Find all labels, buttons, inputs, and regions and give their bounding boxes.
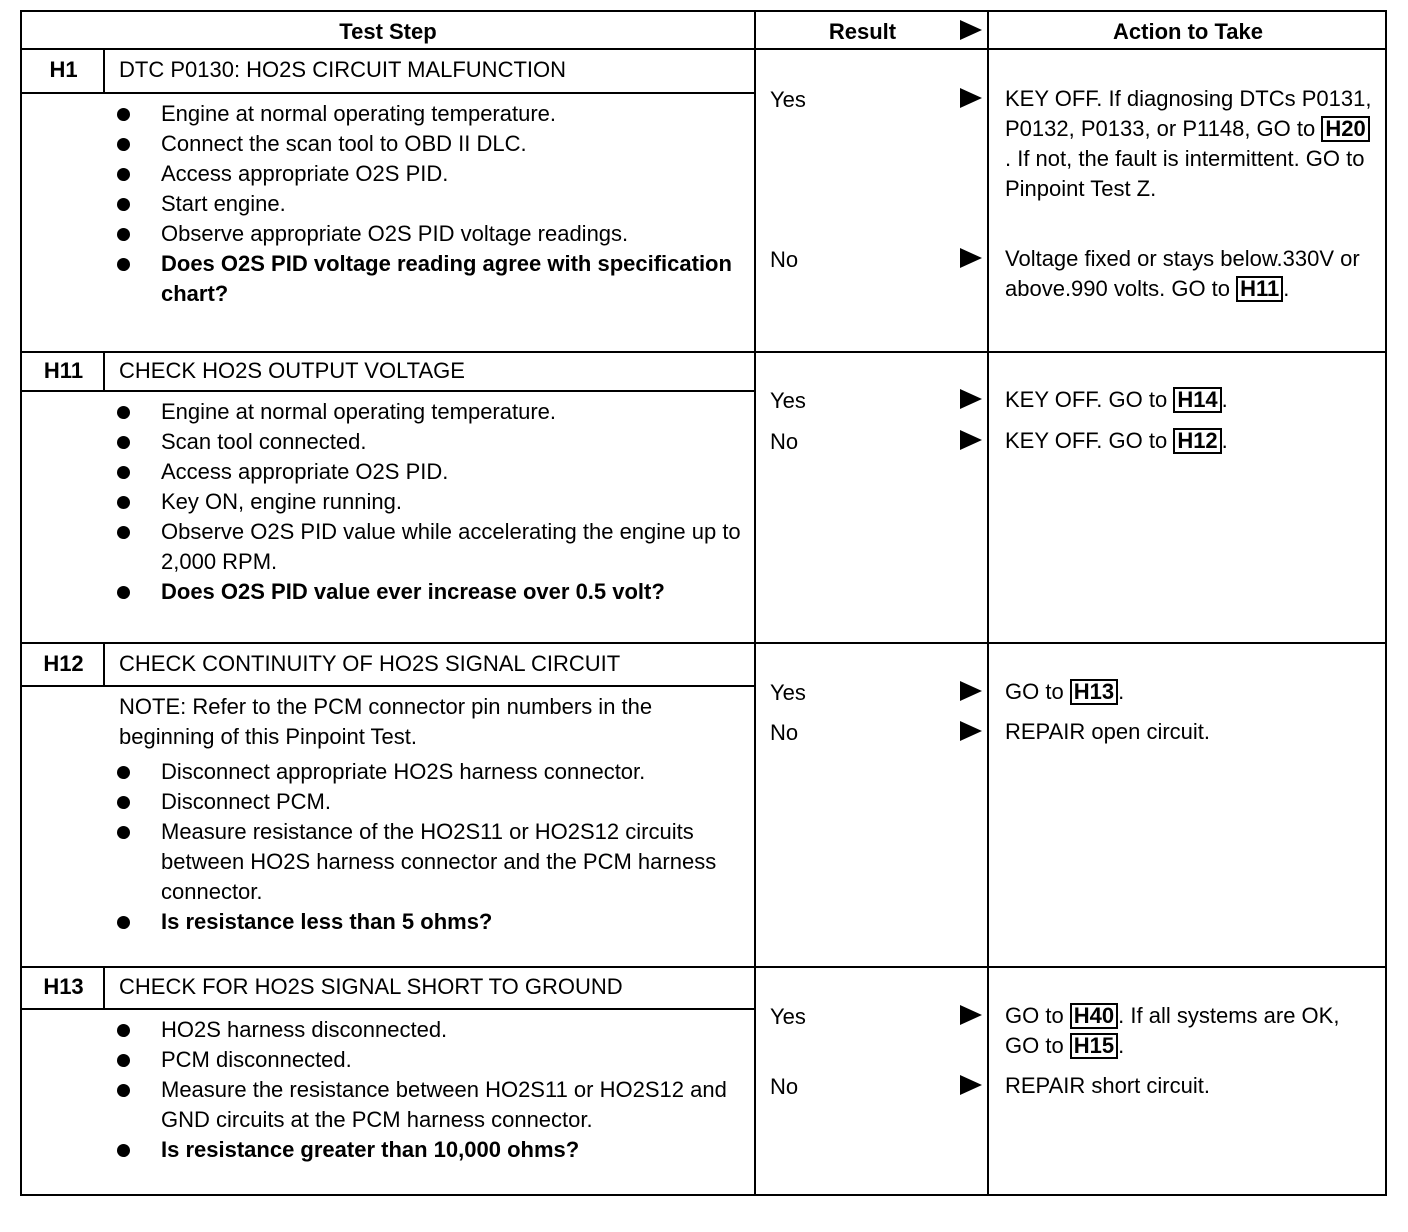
step-reference-link[interactable]: H13 <box>1070 679 1118 705</box>
row-divider <box>22 351 1385 353</box>
step-reference-link[interactable]: H14 <box>1173 387 1221 413</box>
checklist-item <box>119 1075 749 1135</box>
action-text <box>1005 1001 1375 1061</box>
action-segment: Voltage fixed or stays below.330V or above.990 volts. GO to <box>1005 246 1360 301</box>
checklist-item <box>119 397 749 427</box>
step-title: CHECK HO2S OUTPUT VOLTAGE <box>119 357 465 383</box>
step-checklist <box>119 99 749 309</box>
row-divider <box>22 966 1385 968</box>
step-id: H12 <box>43 650 84 676</box>
arrow-right-icon <box>960 1005 982 1025</box>
checklist-item <box>119 129 749 159</box>
step-title: DTC P0130: HO2S CIRCUIT MALFUNCTION <box>119 57 567 82</box>
action-segment: . If not, the fault is intermittent. GO to Pinpoint Test Z. <box>1005 146 1365 201</box>
diagnostic-test-table <box>20 10 1387 1196</box>
checklist-text: Engine at normal operating temperature. <box>161 399 557 424</box>
bullet-icon <box>117 586 130 599</box>
arrow-right-icon <box>960 88 982 108</box>
checklist-text: Observe appropriate O2S PID voltage readings. <box>161 221 629 246</box>
arrow-right-icon <box>960 389 982 409</box>
step-id: H13 <box>43 974 84 999</box>
checklist-text: Key ON, engine running. <box>161 489 402 514</box>
step-title: CHECK CONTINUITY OF HO2S SIGNAL CIRCUIT <box>119 650 621 676</box>
header-result: Result <box>828 19 897 44</box>
divider <box>754 12 756 1194</box>
step-reference-link[interactable]: H20 <box>1321 116 1369 142</box>
action-text <box>1005 426 1375 456</box>
step-id: H11 <box>43 357 84 383</box>
action-segment: . <box>1283 276 1290 301</box>
divider <box>22 48 1385 50</box>
checklist-item <box>119 99 749 129</box>
checklist-text: Disconnect PCM. <box>161 789 331 814</box>
result-label: Yes <box>770 388 806 413</box>
action-text <box>1005 84 1375 204</box>
checklist-item <box>119 517 749 577</box>
bullet-icon <box>117 436 130 449</box>
action-segment: . If all systems are OK, GO to <box>1005 1003 1340 1058</box>
bullet-icon <box>117 796 130 809</box>
row-divider <box>22 642 1385 644</box>
step-body <box>119 397 749 607</box>
checklist-text: Disconnect appropriate HO2S harness connector. <box>161 759 646 784</box>
checklist-item <box>119 907 749 937</box>
checklist-item <box>119 787 749 817</box>
bullet-icon <box>117 406 130 419</box>
action-segment: KEY OFF. If diagnosing DTCs P0131, P0132, P0133, or P1148, GO to <box>1005 86 1372 141</box>
action-segment: REPAIR open circuit. <box>1005 719 1211 744</box>
checklist-text: Access appropriate O2S PID. <box>161 161 449 186</box>
step-checklist <box>119 757 749 937</box>
bullet-icon <box>117 496 130 509</box>
arrow-right-icon <box>960 248 982 268</box>
title-divider <box>22 1008 754 1010</box>
arrow-right-icon <box>960 430 982 450</box>
checklist-text: Start engine. <box>161 191 286 216</box>
checklist-item <box>119 1015 749 1045</box>
checklist-item <box>119 577 749 607</box>
step-reference-link[interactable]: H40 <box>1070 1003 1118 1029</box>
checklist-item <box>119 487 749 517</box>
action-text <box>1005 677 1375 707</box>
step-title: CHECK FOR HO2S SIGNAL SHORT TO GROUND <box>119 974 623 999</box>
bullet-icon <box>117 916 130 929</box>
result-label: No <box>770 429 799 454</box>
action-segment: . <box>1118 1033 1125 1058</box>
header-arrow-icon <box>960 20 982 40</box>
step-checklist <box>119 1015 749 1165</box>
step-reference-link[interactable]: H12 <box>1173 428 1221 454</box>
bullet-icon <box>117 1024 130 1037</box>
action-text <box>1005 717 1375 747</box>
result-label: Yes <box>770 87 806 112</box>
bullet-icon <box>117 168 130 181</box>
checklist-item <box>119 219 749 249</box>
checklist-text: Measure the resistance between HO2S11 or HO2S12 and GND circuits at the PCM harness connector. <box>161 1077 727 1132</box>
step-reference-link[interactable]: H15 <box>1070 1033 1118 1059</box>
header-action: Action to Take <box>1113 19 1263 44</box>
bullet-icon <box>117 526 130 539</box>
step-checklist <box>119 397 749 607</box>
checklist-text: HO2S harness disconnected. <box>161 1017 448 1042</box>
bullet-icon <box>117 826 130 839</box>
bullet-icon <box>117 138 130 151</box>
result-label: Yes <box>770 1004 806 1029</box>
step-body <box>119 99 749 309</box>
bullet-icon <box>117 1084 130 1097</box>
action-text <box>1005 1071 1375 1101</box>
checklist-item <box>119 159 749 189</box>
bullet-icon <box>117 1054 130 1067</box>
action-segment: REPAIR short circuit. <box>1005 1073 1210 1098</box>
checklist-text: Is resistance greater than 10,000 ohms? <box>161 1137 580 1162</box>
checklist-item <box>119 427 749 457</box>
title-divider <box>22 685 754 687</box>
step-id: H1 <box>49 57 78 82</box>
checklist-text: Does O2S PID value ever increase over 0.5 volt? <box>161 579 665 604</box>
title-divider <box>22 390 754 392</box>
result-label: No <box>770 1074 799 1099</box>
checklist-item <box>119 817 749 907</box>
checklist-item <box>119 249 749 309</box>
action-segment: . <box>1221 428 1228 453</box>
result-label: No <box>770 247 799 272</box>
bullet-icon <box>117 1144 130 1157</box>
checklist-text: Engine at normal operating temperature. <box>161 101 557 126</box>
arrow-right-icon <box>960 681 982 701</box>
action-segment: . <box>1221 387 1228 412</box>
bullet-icon <box>117 228 130 241</box>
action-segment: GO to <box>1005 1003 1070 1028</box>
checklist-text: Access appropriate O2S PID. <box>161 459 449 484</box>
checklist-text: Does O2S PID voltage reading agree with specification chart? <box>161 251 732 306</box>
checklist-item <box>119 1045 749 1075</box>
action-segment: . <box>1118 679 1125 704</box>
checklist-text: Is resistance less than 5 ohms? <box>161 909 493 934</box>
checklist-text: Scan tool connected. <box>161 429 367 454</box>
checklist-text: Measure resistance of the HO2S11 or HO2S12 circuits between HO2S harness connector and the PCM harness connector. <box>161 819 717 904</box>
action-segment: GO to <box>1005 679 1070 704</box>
checklist-item <box>119 1135 749 1165</box>
action-text <box>1005 244 1375 304</box>
arrow-right-icon <box>960 721 982 741</box>
step-note: NOTE: Refer to the PCM connector pin numbers in the beginning of this Pinpoint Test. <box>119 694 653 749</box>
result-label: Yes <box>770 680 806 705</box>
bullet-icon <box>117 198 130 211</box>
action-segment: KEY OFF. GO to <box>1005 387 1174 412</box>
result-label: No <box>770 720 799 745</box>
bullet-icon <box>117 108 130 121</box>
step-body <box>119 692 749 937</box>
header-test-step: Test Step <box>339 19 437 44</box>
title-divider <box>22 92 754 94</box>
bullet-icon <box>117 766 130 779</box>
action-text <box>1005 385 1375 415</box>
bullet-icon <box>117 258 130 271</box>
arrow-right-icon <box>960 1075 982 1095</box>
action-segment: KEY OFF. GO to <box>1005 428 1174 453</box>
divider <box>987 12 989 1194</box>
checklist-text: Observe O2S PID value while accelerating the engine up to 2,000 RPM. <box>161 519 741 574</box>
checklist-item <box>119 757 749 787</box>
step-body <box>119 1015 749 1165</box>
bullet-icon <box>117 466 130 479</box>
checklist-item <box>119 189 749 219</box>
step-reference-link[interactable]: H11 <box>1236 276 1283 302</box>
checklist-text: Connect the scan tool to OBD II DLC. <box>161 131 527 156</box>
checklist-text: PCM disconnected. <box>161 1047 352 1072</box>
checklist-item <box>119 457 749 487</box>
